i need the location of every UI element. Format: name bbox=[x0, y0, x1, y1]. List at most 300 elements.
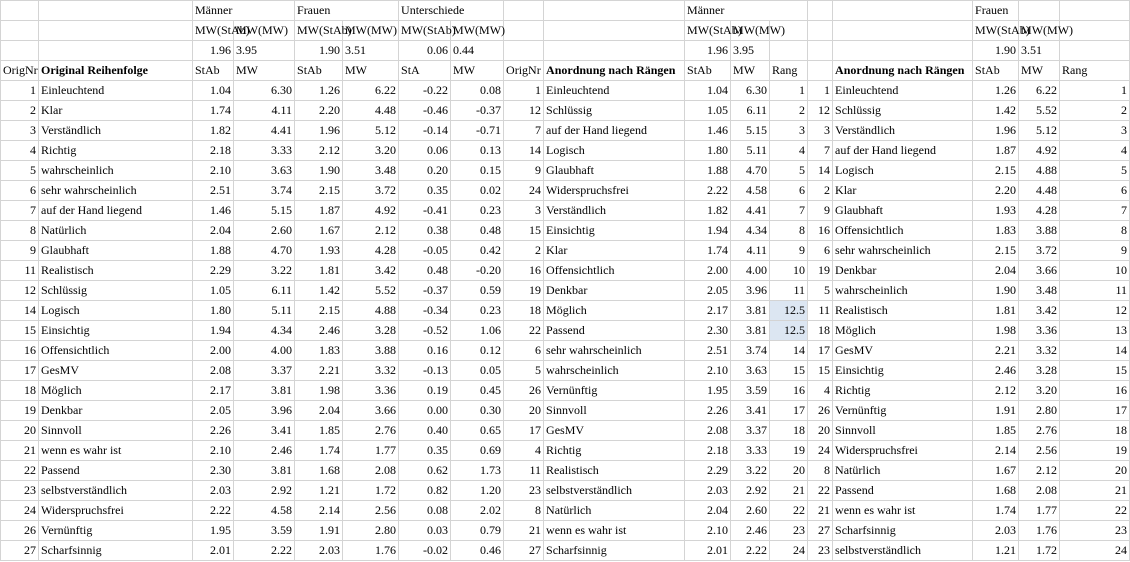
women-stab-cell[interactable]: 1.90 bbox=[295, 161, 343, 181]
word-cell[interactable]: Vernünftig bbox=[39, 521, 193, 541]
women-rank-mw-cell[interactable]: 3.20 bbox=[1019, 381, 1060, 401]
word-cell[interactable]: Einsichtig bbox=[39, 321, 193, 341]
orig-nr-cell[interactable]: 3 bbox=[1, 121, 39, 141]
women-stab-cell[interactable]: 1.85 bbox=[295, 421, 343, 441]
women-rank-word-cell[interactable]: selbstverständlich bbox=[833, 541, 973, 561]
men-rank-orig-nr-cell[interactable]: 5 bbox=[504, 361, 544, 381]
women-rank-orig-nr-cell[interactable]: 19 bbox=[808, 261, 833, 281]
diff-avg-mw[interactable]: 0.44 bbox=[451, 41, 504, 61]
word-cell[interactable]: Denkbar bbox=[39, 401, 193, 421]
diff-sta-cell[interactable]: 0.16 bbox=[399, 341, 451, 361]
col-original-order[interactable]: Original Reihenfolge bbox=[39, 61, 193, 81]
men-stab-cell[interactable]: 1.74 bbox=[193, 101, 234, 121]
women-rank-orig-nr-cell[interactable]: 5 bbox=[808, 281, 833, 301]
women-rank-mw-cell[interactable]: 6.22 bbox=[1019, 81, 1060, 101]
diff-sta-cell[interactable]: 0.62 bbox=[399, 461, 451, 481]
cell[interactable] bbox=[1060, 1, 1130, 21]
men-rank-stab-cell[interactable]: 1.46 bbox=[685, 121, 731, 141]
men-rank-stab-cell[interactable]: 1.04 bbox=[685, 81, 731, 101]
diff-mw-cell[interactable]: 0.42 bbox=[451, 241, 504, 261]
women-mw-cell[interactable]: 5.52 bbox=[343, 281, 399, 301]
men-rank-word-cell[interactable]: Klar bbox=[544, 241, 685, 261]
women-rank-orig-nr-cell[interactable]: 12 bbox=[808, 101, 833, 121]
diff-mw-cell[interactable]: 0.45 bbox=[451, 381, 504, 401]
diff-sta-cell[interactable]: -0.22 bbox=[399, 81, 451, 101]
men-rank-stab-cell[interactable]: 1.80 bbox=[685, 141, 731, 161]
men-rank-orig-nr-cell[interactable]: 24 bbox=[504, 181, 544, 201]
diff-sta-cell[interactable]: 0.48 bbox=[399, 261, 451, 281]
men-stab-cell[interactable]: 2.05 bbox=[193, 401, 234, 421]
women-rank-orig-nr-cell[interactable]: 2 bbox=[808, 181, 833, 201]
women-rank-word-cell[interactable]: Einsichtig bbox=[833, 361, 973, 381]
men-rank-mw-cell[interactable]: 3.33 bbox=[731, 441, 770, 461]
women-rank-word-cell[interactable]: Klar bbox=[833, 181, 973, 201]
men-rank-word-cell[interactable]: Schlüssig bbox=[544, 101, 685, 121]
diff-mw-cell[interactable]: 0.08 bbox=[451, 81, 504, 101]
cell[interactable] bbox=[833, 1, 973, 21]
men-rank-stab-cell[interactable]: 2.22 bbox=[685, 181, 731, 201]
word-cell[interactable]: Einleuchtend bbox=[39, 81, 193, 101]
men-mw-cell[interactable]: 3.81 bbox=[234, 461, 295, 481]
orig-nr-cell[interactable]: 1 bbox=[1, 81, 39, 101]
men-mw-cell[interactable]: 2.46 bbox=[234, 441, 295, 461]
women-rank-orig-nr-cell[interactable]: 26 bbox=[808, 401, 833, 421]
women-rank-mw-cell[interactable]: 3.42 bbox=[1019, 301, 1060, 321]
women-mw-cell[interactable]: 1.76 bbox=[343, 541, 399, 561]
women-rank-mw-cell[interactable]: 3.66 bbox=[1019, 261, 1060, 281]
diff-sta-cell[interactable]: 0.19 bbox=[399, 381, 451, 401]
orig-nr-cell[interactable]: 2 bbox=[1, 101, 39, 121]
women-rank-stab-cell[interactable]: 2.15 bbox=[973, 161, 1019, 181]
men-rank-orig-nr-cell[interactable]: 21 bbox=[504, 521, 544, 541]
men-rank-mw-cell[interactable]: 3.81 bbox=[731, 321, 770, 341]
men-rank-orig-nr-cell[interactable]: 16 bbox=[504, 261, 544, 281]
women-stab-cell[interactable]: 1.87 bbox=[295, 201, 343, 221]
men-mw-cell[interactable]: 4.58 bbox=[234, 501, 295, 521]
men-mw-cell[interactable]: 4.11 bbox=[234, 101, 295, 121]
men-rank-word-cell[interactable]: Einleuchtend bbox=[544, 81, 685, 101]
women-rank-stab-cell[interactable]: 1.90 bbox=[973, 281, 1019, 301]
cell[interactable] bbox=[1019, 1, 1060, 21]
women-mw-cell[interactable]: 3.66 bbox=[343, 401, 399, 421]
orig-nr-cell[interactable]: 12 bbox=[1, 281, 39, 301]
men2-mw-stab[interactable]: MW(StAb) bbox=[685, 21, 731, 41]
orig-nr-cell[interactable]: 23 bbox=[1, 481, 39, 501]
diff-sta-cell[interactable]: -0.14 bbox=[399, 121, 451, 141]
women-rank-mw-cell[interactable]: 4.92 bbox=[1019, 141, 1060, 161]
women-avg-stab[interactable]: 1.90 bbox=[295, 41, 343, 61]
men-mw-cell[interactable]: 3.33 bbox=[234, 141, 295, 161]
men-stab-cell[interactable]: 2.10 bbox=[193, 441, 234, 461]
men-mw-cell[interactable]: 4.00 bbox=[234, 341, 295, 361]
women-rank-mw-cell[interactable]: 3.36 bbox=[1019, 321, 1060, 341]
men-rank-orig-nr-cell[interactable]: 9 bbox=[504, 161, 544, 181]
diff-sta-cell[interactable]: -0.46 bbox=[399, 101, 451, 121]
women-rank-orig-nr-cell[interactable]: 21 bbox=[808, 501, 833, 521]
women-rang-cell[interactable]: 16 bbox=[1060, 381, 1130, 401]
women2-avg-mw[interactable]: 3.51 bbox=[1019, 41, 1060, 61]
word-cell[interactable]: Möglich bbox=[39, 381, 193, 401]
women-stab-cell[interactable]: 1.96 bbox=[295, 121, 343, 141]
diff-mw-cell[interactable]: 0.48 bbox=[451, 221, 504, 241]
women-rank-stab-cell[interactable]: 1.83 bbox=[973, 221, 1019, 241]
women-rank-orig-nr-cell[interactable]: 20 bbox=[808, 421, 833, 441]
women-rank-stab-cell[interactable]: 1.21 bbox=[973, 541, 1019, 561]
men-rank-orig-nr-cell[interactable]: 2 bbox=[504, 241, 544, 261]
women-rank-mw-cell[interactable]: 3.28 bbox=[1019, 361, 1060, 381]
women-rank-orig-nr-cell[interactable]: 9 bbox=[808, 201, 833, 221]
women-rank-word-cell[interactable]: Scharfsinnig bbox=[833, 521, 973, 541]
men-rank-word-cell[interactable]: Verständlich bbox=[544, 201, 685, 221]
men-rang-cell[interactable]: 4 bbox=[770, 141, 808, 161]
cell[interactable] bbox=[833, 41, 973, 61]
women-rank-word-cell[interactable]: Sinnvoll bbox=[833, 421, 973, 441]
men-rank-stab-cell[interactable]: 1.95 bbox=[685, 381, 731, 401]
women-rang-cell[interactable]: 22 bbox=[1060, 501, 1130, 521]
women-rank-word-cell[interactable]: Passend bbox=[833, 481, 973, 501]
orig-nr-cell[interactable]: 20 bbox=[1, 421, 39, 441]
orig-nr-cell[interactable]: 9 bbox=[1, 241, 39, 261]
men-rank-orig-nr-cell[interactable]: 15 bbox=[504, 221, 544, 241]
women-mw-cell[interactable]: 3.48 bbox=[343, 161, 399, 181]
men2-mw-mw[interactable]: MW(MW) bbox=[731, 21, 770, 41]
women-mw-cell[interactable]: 3.28 bbox=[343, 321, 399, 341]
orig-nr-cell[interactable]: 6 bbox=[1, 181, 39, 201]
women-rank-word-cell[interactable]: Glaubhaft bbox=[833, 201, 973, 221]
women-avg-mw[interactable]: 3.51 bbox=[343, 41, 399, 61]
women-rang-cell[interactable]: 19 bbox=[1060, 441, 1130, 461]
diff-mw-cell[interactable]: -0.20 bbox=[451, 261, 504, 281]
men-mw-cell[interactable]: 3.59 bbox=[234, 521, 295, 541]
word-cell[interactable]: sehr wahrscheinlich bbox=[39, 181, 193, 201]
women-rank-stab-cell[interactable]: 2.12 bbox=[973, 381, 1019, 401]
women-rank-orig-nr-cell[interactable]: 11 bbox=[808, 301, 833, 321]
men-stab-cell[interactable]: 1.46 bbox=[193, 201, 234, 221]
men-rang-cell[interactable]: 18 bbox=[770, 421, 808, 441]
women-rank-word-cell[interactable]: Offensichtlich bbox=[833, 221, 973, 241]
women-rank-orig-nr-cell[interactable]: 7 bbox=[808, 141, 833, 161]
men-mw-cell[interactable]: 3.37 bbox=[234, 361, 295, 381]
women-mw-mw[interactable]: MW(MW) bbox=[343, 21, 399, 41]
diff-mw-cell[interactable]: 0.79 bbox=[451, 521, 504, 541]
diff-mw-cell[interactable]: 0.30 bbox=[451, 401, 504, 421]
women-stab-cell[interactable]: 1.98 bbox=[295, 381, 343, 401]
men-rank-mw-cell[interactable]: 3.37 bbox=[731, 421, 770, 441]
women-rang-cell[interactable]: 18 bbox=[1060, 421, 1130, 441]
women-stab-cell[interactable]: 2.14 bbox=[295, 501, 343, 521]
men-stab-cell[interactable]: 2.10 bbox=[193, 161, 234, 181]
men-rank-stab-cell[interactable]: 2.01 bbox=[685, 541, 731, 561]
women-stab-cell[interactable]: 2.46 bbox=[295, 321, 343, 341]
women-stab-cell[interactable]: 1.67 bbox=[295, 221, 343, 241]
men-stab-cell[interactable]: 1.04 bbox=[193, 81, 234, 101]
women-rang-cell[interactable]: 4 bbox=[1060, 141, 1130, 161]
women-rank-orig-nr-cell[interactable]: 27 bbox=[808, 521, 833, 541]
men2-avg-stab[interactable]: 1.96 bbox=[685, 41, 731, 61]
cell[interactable] bbox=[1060, 41, 1130, 61]
women-rank-word-cell[interactable]: auf der Hand liegend bbox=[833, 141, 973, 161]
women-mw-cell[interactable]: 2.80 bbox=[343, 521, 399, 541]
women-rank-word-cell[interactable]: sehr wahrscheinlich bbox=[833, 241, 973, 261]
women-rank-word-cell[interactable]: Richtig bbox=[833, 381, 973, 401]
women-rank-stab-cell[interactable]: 2.04 bbox=[973, 261, 1019, 281]
women-stab-cell[interactable]: 1.68 bbox=[295, 461, 343, 481]
cell[interactable] bbox=[808, 61, 833, 81]
men-rank-orig-nr-cell[interactable]: 11 bbox=[504, 461, 544, 481]
diff-sta-cell[interactable]: -0.34 bbox=[399, 301, 451, 321]
diff-sta-cell[interactable]: 0.03 bbox=[399, 521, 451, 541]
orig-nr-cell[interactable]: 22 bbox=[1, 461, 39, 481]
men-rank-mw-cell[interactable]: 3.81 bbox=[731, 301, 770, 321]
men-rank-word-cell[interactable]: Denkbar bbox=[544, 281, 685, 301]
men-rank-mw-cell[interactable]: 2.46 bbox=[731, 521, 770, 541]
col-orignr-2[interactable]: OrigNr bbox=[504, 61, 544, 81]
men-rank-stab-cell[interactable]: 1.74 bbox=[685, 241, 731, 261]
col-rang-women[interactable]: Rang bbox=[1060, 61, 1130, 81]
men-rang-cell[interactable]: 14 bbox=[770, 341, 808, 361]
diff-mw-cell[interactable]: 2.02 bbox=[451, 501, 504, 521]
women-rank-stab-cell[interactable]: 1.93 bbox=[973, 201, 1019, 221]
men-rang-cell[interactable]: 15 bbox=[770, 361, 808, 381]
men-stab-cell[interactable]: 1.80 bbox=[193, 301, 234, 321]
men-rank-header[interactable]: Männer bbox=[685, 1, 808, 21]
cell[interactable] bbox=[39, 41, 193, 61]
women-rank-stab-cell[interactable]: 1.67 bbox=[973, 461, 1019, 481]
women-rank-mw-cell[interactable]: 4.48 bbox=[1019, 181, 1060, 201]
men-mw-stab[interactable]: MW(StAb) bbox=[193, 21, 234, 41]
men-rank-word-cell[interactable]: wahrscheinlich bbox=[544, 361, 685, 381]
men-stab-cell[interactable]: 2.01 bbox=[193, 541, 234, 561]
cell[interactable] bbox=[833, 21, 973, 41]
women-rank-word-cell[interactable]: Logisch bbox=[833, 161, 973, 181]
women-rang-cell[interactable]: 6 bbox=[1060, 181, 1130, 201]
women-rank-stab-cell[interactable]: 1.74 bbox=[973, 501, 1019, 521]
women-rank-stab-cell[interactable]: 2.21 bbox=[973, 341, 1019, 361]
diff-mw-cell[interactable]: 0.23 bbox=[451, 201, 504, 221]
men-rank-stab-cell[interactable]: 2.51 bbox=[685, 341, 731, 361]
women-rank-orig-nr-cell[interactable]: 17 bbox=[808, 341, 833, 361]
men-mw-cell[interactable]: 2.22 bbox=[234, 541, 295, 561]
men-stab-cell[interactable]: 2.04 bbox=[193, 221, 234, 241]
men-rang-cell[interactable]: 20 bbox=[770, 461, 808, 481]
men-rank-stab-cell[interactable]: 2.03 bbox=[685, 481, 731, 501]
women-rank-word-cell[interactable]: Natürlich bbox=[833, 461, 973, 481]
orig-nr-cell[interactable]: 11 bbox=[1, 261, 39, 281]
men-rang-cell[interactable]: 17 bbox=[770, 401, 808, 421]
women-mw-cell[interactable]: 2.76 bbox=[343, 421, 399, 441]
cell[interactable] bbox=[1, 21, 39, 41]
col-stab-women2[interactable]: StAb bbox=[973, 61, 1019, 81]
men-rank-word-cell[interactable]: Einsichtig bbox=[544, 221, 685, 241]
men-rank-mw-cell[interactable]: 6.30 bbox=[731, 81, 770, 101]
diff-mw-cell[interactable]: -0.37 bbox=[451, 101, 504, 121]
men-rank-orig-nr-cell[interactable]: 7 bbox=[504, 121, 544, 141]
men-stab-cell[interactable]: 2.22 bbox=[193, 501, 234, 521]
women-header[interactable]: Frauen bbox=[295, 1, 399, 21]
women-stab-cell[interactable]: 1.26 bbox=[295, 81, 343, 101]
diff-mw-cell[interactable]: 0.12 bbox=[451, 341, 504, 361]
differences-header[interactable]: Unterschiede bbox=[399, 1, 504, 21]
women-rank-orig-nr-cell[interactable]: 18 bbox=[808, 321, 833, 341]
cell[interactable] bbox=[770, 41, 808, 61]
men-rank-mw-cell[interactable]: 3.63 bbox=[731, 361, 770, 381]
men-rank-mw-cell[interactable]: 4.11 bbox=[731, 241, 770, 261]
women-rank-word-cell[interactable]: Widerspruchsfrei bbox=[833, 441, 973, 461]
word-cell[interactable]: Logisch bbox=[39, 301, 193, 321]
cell[interactable] bbox=[808, 1, 833, 21]
men-rank-word-cell[interactable]: Vernünftig bbox=[544, 381, 685, 401]
men-rank-orig-nr-cell[interactable]: 18 bbox=[504, 301, 544, 321]
men-rank-orig-nr-cell[interactable]: 19 bbox=[504, 281, 544, 301]
women-mw-cell[interactable]: 1.72 bbox=[343, 481, 399, 501]
women-rang-cell[interactable]: 17 bbox=[1060, 401, 1130, 421]
diff-mw-cell[interactable]: 0.05 bbox=[451, 361, 504, 381]
word-cell[interactable]: auf der Hand liegend bbox=[39, 201, 193, 221]
orig-nr-cell[interactable]: 21 bbox=[1, 441, 39, 461]
men-rang-cell[interactable]: 5 bbox=[770, 161, 808, 181]
women-stab-cell[interactable]: 1.42 bbox=[295, 281, 343, 301]
diff-mw-cell[interactable]: 0.59 bbox=[451, 281, 504, 301]
cell[interactable] bbox=[39, 1, 193, 21]
men-rank-stab-cell[interactable]: 2.05 bbox=[685, 281, 731, 301]
men-rank-word-cell[interactable]: Widerspruchsfrei bbox=[544, 181, 685, 201]
men-stab-cell[interactable]: 2.17 bbox=[193, 381, 234, 401]
women-stab-cell[interactable]: 1.91 bbox=[295, 521, 343, 541]
men-avg-mw[interactable]: 3.95 bbox=[234, 41, 295, 61]
men-rank-word-cell[interactable]: Realistisch bbox=[544, 461, 685, 481]
men-rank-word-cell[interactable]: auf der Hand liegend bbox=[544, 121, 685, 141]
diff-sta-cell[interactable]: -0.41 bbox=[399, 201, 451, 221]
men-mw-cell[interactable]: 4.41 bbox=[234, 121, 295, 141]
women-rank-mw-cell[interactable]: 2.80 bbox=[1019, 401, 1060, 421]
diff-sta-cell[interactable]: 0.20 bbox=[399, 161, 451, 181]
men-rank-word-cell[interactable]: sehr wahrscheinlich bbox=[544, 341, 685, 361]
diff-mw-cell[interactable]: 1.06 bbox=[451, 321, 504, 341]
women-rank-header[interactable]: Frauen bbox=[973, 1, 1019, 21]
men-mw-cell[interactable]: 3.41 bbox=[234, 421, 295, 441]
men-rank-stab-cell[interactable]: 2.17 bbox=[685, 301, 731, 321]
men-rank-word-cell[interactable]: Sinnvoll bbox=[544, 401, 685, 421]
men-stab-cell[interactable]: 2.51 bbox=[193, 181, 234, 201]
women-rank-stab-cell[interactable]: 1.81 bbox=[973, 301, 1019, 321]
men-rang-cell[interactable]: 8 bbox=[770, 221, 808, 241]
men-rang-cell[interactable]: 12.5 bbox=[770, 321, 808, 341]
men-rank-stab-cell[interactable]: 1.82 bbox=[685, 201, 731, 221]
diff-mw-cell[interactable]: 0.23 bbox=[451, 301, 504, 321]
diff-avg-stab[interactable]: 0.06 bbox=[399, 41, 451, 61]
women-mw-cell[interactable]: 1.77 bbox=[343, 441, 399, 461]
men-stab-cell[interactable]: 1.95 bbox=[193, 521, 234, 541]
men-rank-word-cell[interactable]: Richtig bbox=[544, 441, 685, 461]
word-cell[interactable]: Natürlich bbox=[39, 221, 193, 241]
men-rank-mw-cell[interactable]: 2.22 bbox=[731, 541, 770, 561]
men-stab-cell[interactable]: 2.08 bbox=[193, 361, 234, 381]
diff-sta-cell[interactable]: -0.13 bbox=[399, 361, 451, 381]
women-rank-mw-cell[interactable]: 3.72 bbox=[1019, 241, 1060, 261]
men-rang-cell[interactable]: 10 bbox=[770, 261, 808, 281]
men-rank-word-cell[interactable]: Offensichtlich bbox=[544, 261, 685, 281]
men-mw-cell[interactable]: 4.70 bbox=[234, 241, 295, 261]
diff-sta-cell[interactable]: 0.35 bbox=[399, 181, 451, 201]
women-stab-cell[interactable]: 2.20 bbox=[295, 101, 343, 121]
cell[interactable] bbox=[544, 41, 685, 61]
orig-nr-cell[interactable]: 15 bbox=[1, 321, 39, 341]
men-rang-cell[interactable]: 1 bbox=[770, 81, 808, 101]
men-rank-stab-cell[interactable]: 1.05 bbox=[685, 101, 731, 121]
diff-mw-cell[interactable]: 0.46 bbox=[451, 541, 504, 561]
men-rank-stab-cell[interactable]: 1.94 bbox=[685, 221, 731, 241]
diff-sta-cell[interactable]: 0.38 bbox=[399, 221, 451, 241]
women-rang-cell[interactable]: 10 bbox=[1060, 261, 1130, 281]
men-mw-cell[interactable]: 4.34 bbox=[234, 321, 295, 341]
diff-mw-cell[interactable]: 0.69 bbox=[451, 441, 504, 461]
women-rank-mw-cell[interactable]: 3.32 bbox=[1019, 341, 1060, 361]
men-rang-cell[interactable]: 22 bbox=[770, 501, 808, 521]
diff-mw-cell[interactable]: 1.20 bbox=[451, 481, 504, 501]
men-rank-mw-cell[interactable]: 3.96 bbox=[731, 281, 770, 301]
women-stab-cell[interactable]: 1.81 bbox=[295, 261, 343, 281]
men-rang-cell[interactable]: 19 bbox=[770, 441, 808, 461]
women-rang-cell[interactable]: 23 bbox=[1060, 521, 1130, 541]
diff-sta-cell[interactable]: 0.06 bbox=[399, 141, 451, 161]
men-stab-cell[interactable]: 2.03 bbox=[193, 481, 234, 501]
men-rank-mw-cell[interactable]: 4.58 bbox=[731, 181, 770, 201]
women-mw-cell[interactable]: 2.12 bbox=[343, 221, 399, 241]
men-rank-mw-cell[interactable]: 2.92 bbox=[731, 481, 770, 501]
men-rank-word-cell[interactable]: Natürlich bbox=[544, 501, 685, 521]
word-cell[interactable]: wahrscheinlich bbox=[39, 161, 193, 181]
men-rank-orig-nr-cell[interactable]: 22 bbox=[504, 321, 544, 341]
women-stab-cell[interactable]: 2.12 bbox=[295, 141, 343, 161]
women-mw-cell[interactable]: 3.36 bbox=[343, 381, 399, 401]
col-mw-men2[interactable]: MW bbox=[731, 61, 770, 81]
word-cell[interactable]: Widerspruchsfrei bbox=[39, 501, 193, 521]
men-rang-cell[interactable]: 2 bbox=[770, 101, 808, 121]
women-rank-orig-nr-cell[interactable]: 15 bbox=[808, 361, 833, 381]
diff-mw-cell[interactable]: 0.13 bbox=[451, 141, 504, 161]
men-rank-stab-cell[interactable]: 2.00 bbox=[685, 261, 731, 281]
cell[interactable] bbox=[504, 21, 544, 41]
women-stab-cell[interactable]: 2.04 bbox=[295, 401, 343, 421]
men-rank-stab-cell[interactable]: 1.88 bbox=[685, 161, 731, 181]
women-mw-stab[interactable]: MW(StAb) bbox=[295, 21, 343, 41]
men-stab-cell[interactable]: 2.30 bbox=[193, 461, 234, 481]
men-rank-mw-cell[interactable]: 4.34 bbox=[731, 221, 770, 241]
word-cell[interactable]: Sinnvoll bbox=[39, 421, 193, 441]
women-stab-cell[interactable]: 2.15 bbox=[295, 181, 343, 201]
women-rank-word-cell[interactable]: wenn es wahr ist bbox=[833, 501, 973, 521]
women2-mw-mw[interactable]: MW(MW) bbox=[1019, 21, 1060, 41]
men-stab-cell[interactable]: 1.82 bbox=[193, 121, 234, 141]
women-rang-cell[interactable]: 11 bbox=[1060, 281, 1130, 301]
diff-mw-cell[interactable]: 0.15 bbox=[451, 161, 504, 181]
women-rank-mw-cell[interactable]: 5.52 bbox=[1019, 101, 1060, 121]
women-rank-mw-cell[interactable]: 4.88 bbox=[1019, 161, 1060, 181]
women-rank-mw-cell[interactable]: 3.88 bbox=[1019, 221, 1060, 241]
women-rank-orig-nr-cell[interactable]: 24 bbox=[808, 441, 833, 461]
diff-mw-stab[interactable]: MW(StAb) bbox=[399, 21, 451, 41]
orig-nr-cell[interactable]: 16 bbox=[1, 341, 39, 361]
men-mw-cell[interactable]: 2.60 bbox=[234, 221, 295, 241]
women2-mw-stab[interactable]: MW(StAb) bbox=[973, 21, 1019, 41]
men-rang-cell[interactable]: 12.5 bbox=[770, 301, 808, 321]
men-rank-word-cell[interactable]: selbstverständlich bbox=[544, 481, 685, 501]
men-rank-orig-nr-cell[interactable]: 3 bbox=[504, 201, 544, 221]
men-rank-orig-nr-cell[interactable]: 8 bbox=[504, 501, 544, 521]
women-rank-orig-nr-cell[interactable]: 22 bbox=[808, 481, 833, 501]
men-mw-cell[interactable]: 3.96 bbox=[234, 401, 295, 421]
men-rank-stab-cell[interactable]: 2.04 bbox=[685, 501, 731, 521]
